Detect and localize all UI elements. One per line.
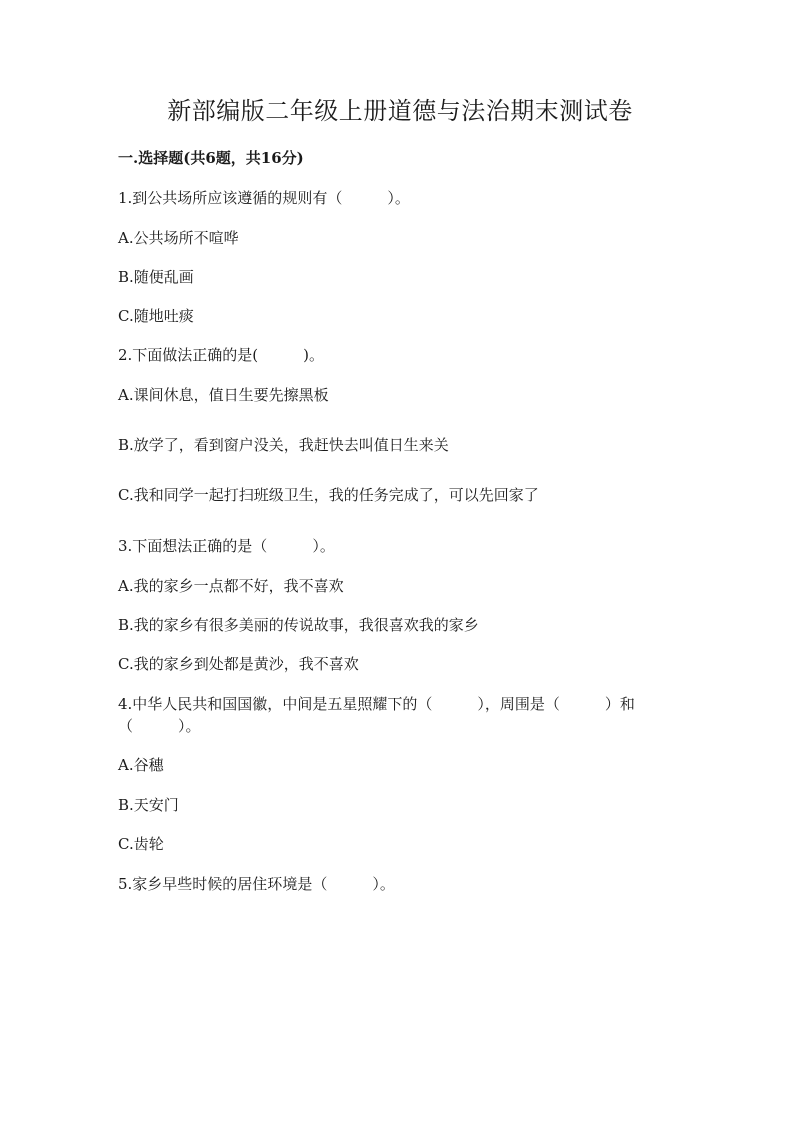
question-1-option-c: C.随地吐痰 xyxy=(118,307,194,325)
question-4-stem-line1: 4.中华人民共和国国徽，中间是五星照耀下的（ ），周围是（ ）和 xyxy=(118,695,635,713)
question-2-option-a: A.课间休息，值日生要先擦黑板 xyxy=(118,386,329,404)
question-1-option-a: A.公共场所不喧哗 xyxy=(118,229,239,247)
question-1-option-b: B.随便乱画 xyxy=(118,268,194,286)
question-2-stem: 2.下面做法正确的是( )。 xyxy=(118,346,325,364)
question-2-option-b: B.放学了，看到窗户没关，我赶快去叫值日生来关 xyxy=(118,436,449,454)
question-4-option-a: A.谷穗 xyxy=(118,756,164,774)
question-2-option-c: C.我和同学一起打扫班级卫生，我的任务完成了，可以先回家了 xyxy=(118,486,539,504)
question-4-stem-line2: （ ）。 xyxy=(118,717,201,735)
section-heading: 一.选择题(共6题，共16分) xyxy=(118,149,304,167)
question-3-option-b: B.我的家乡有很多美丽的传说故事，我很喜欢我的家乡 xyxy=(118,616,479,634)
question-3-option-a: A.我的家乡一点都不好，我不喜欢 xyxy=(118,577,344,595)
question-5-stem: 5.家乡早些时候的居住环境是（ ）。 xyxy=(118,875,395,893)
question-4-option-b: B.天安门 xyxy=(118,796,179,814)
exam-title: 新部编版二年级上册道德与法治期末测试卷 xyxy=(167,97,633,125)
question-3-option-c: C.我的家乡到处都是黄沙，我不喜欢 xyxy=(118,655,359,673)
question-3-stem: 3.下面想法正确的是（ ）。 xyxy=(118,537,335,555)
question-1-stem: 1.到公共场所应该遵循的规则有（ ）。 xyxy=(118,189,410,207)
question-4-option-c: C.齿轮 xyxy=(118,835,164,853)
